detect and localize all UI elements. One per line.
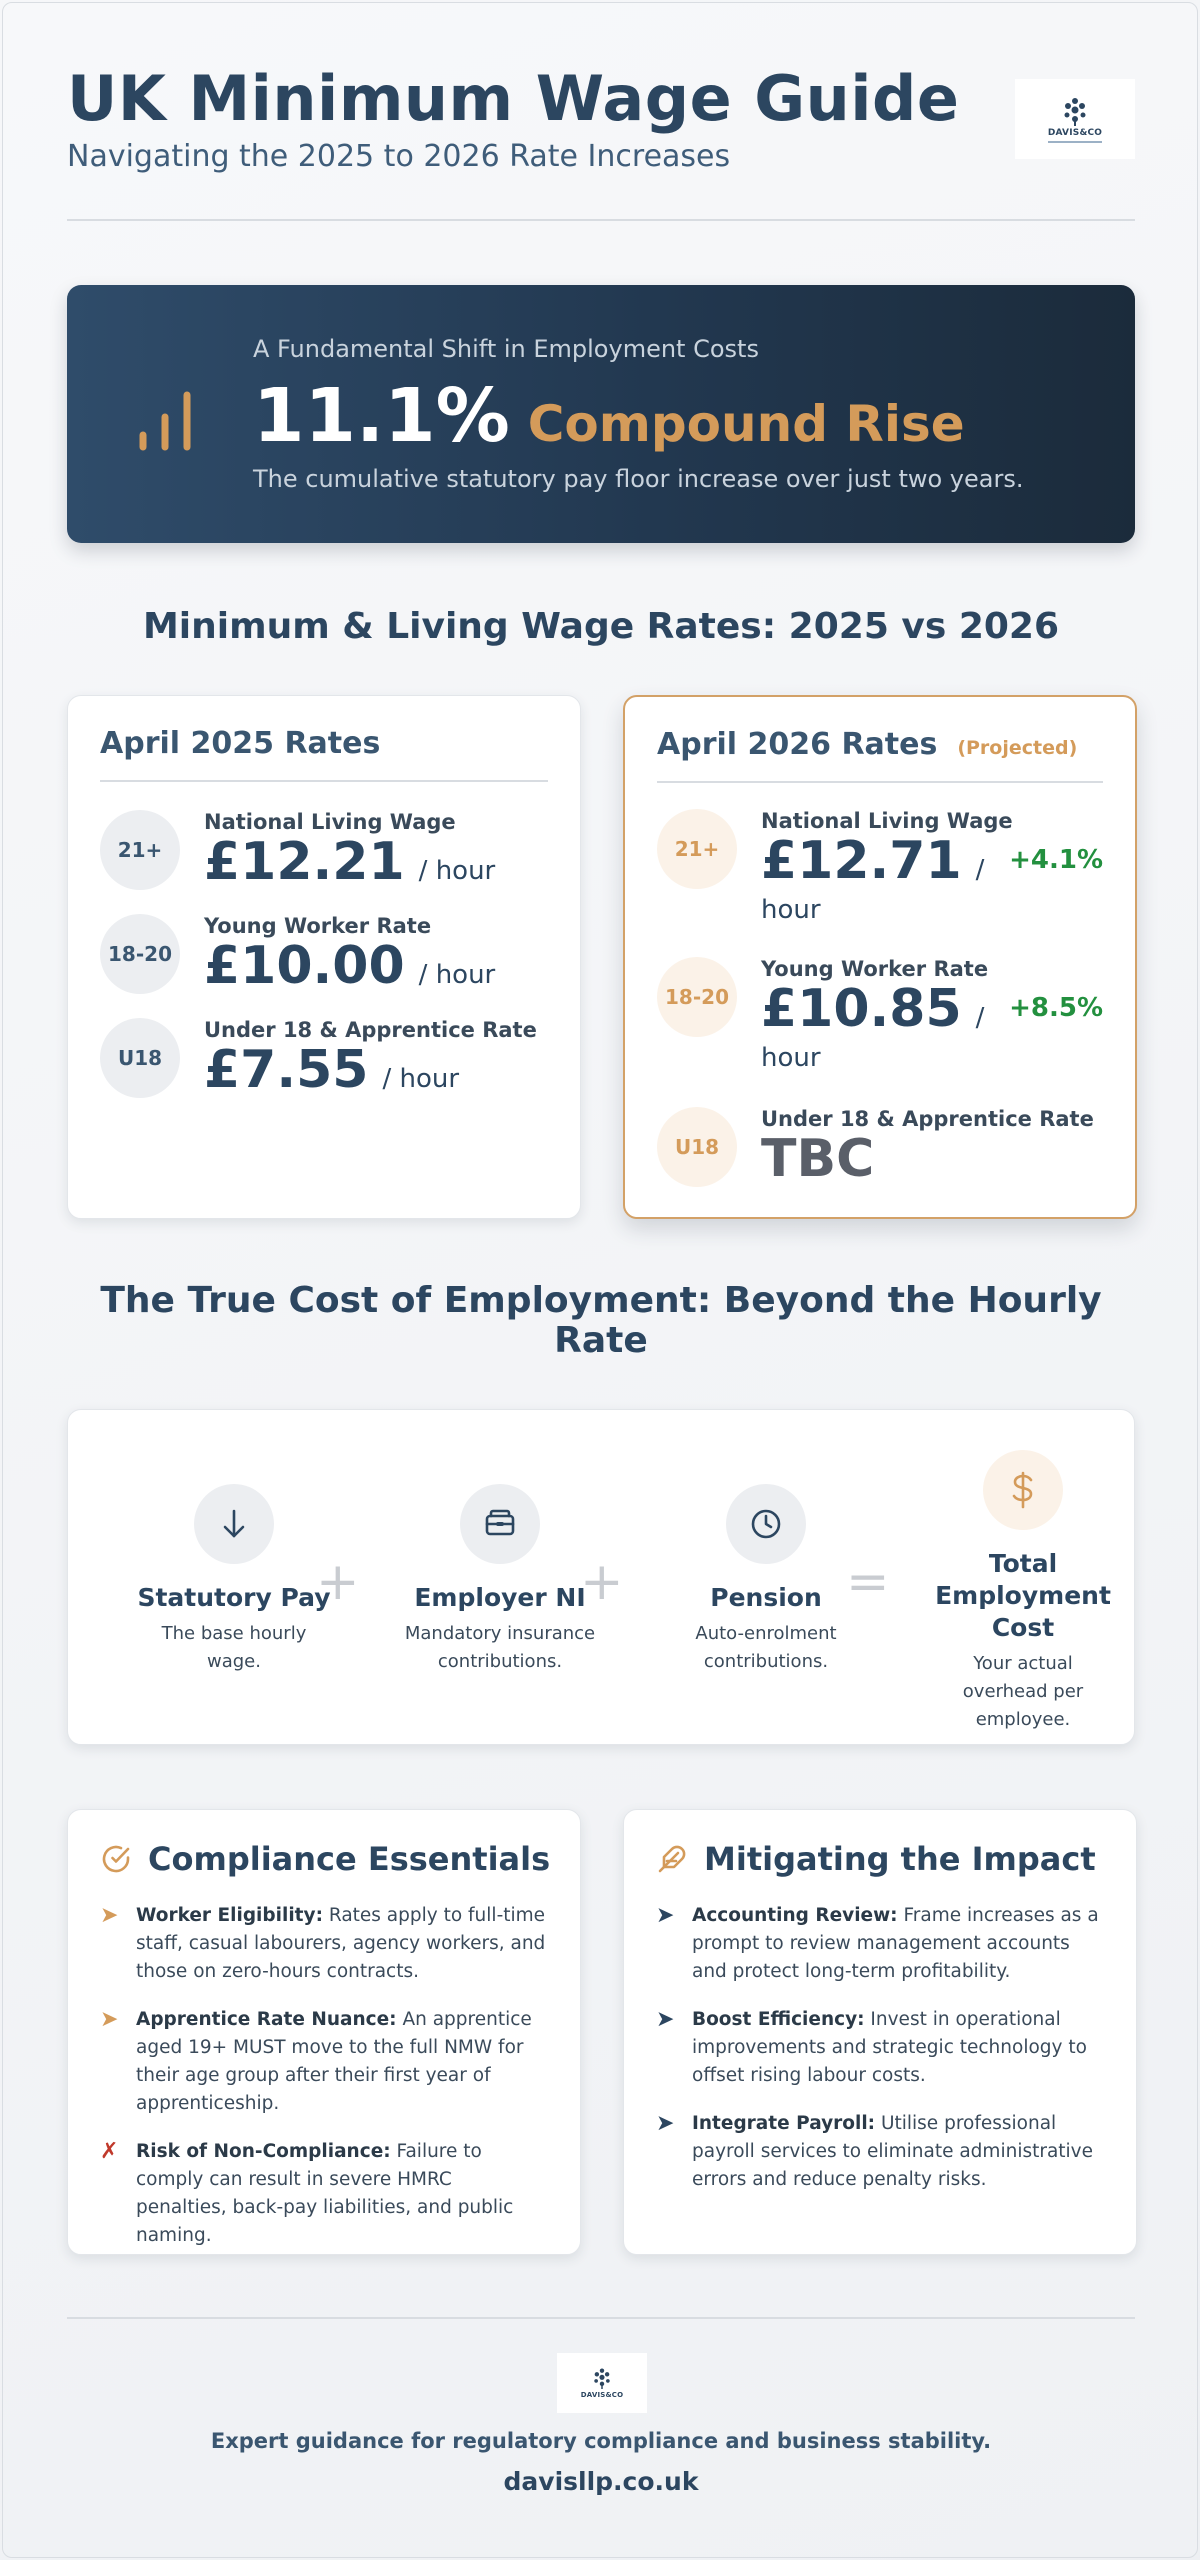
bullet-body: Failure to comply can result in severe HMRC penalties, back-pay liabilities, and public naming. <box>136 2141 514 2246</box>
list-item <box>100 2138 546 2250</box>
logo-emblem-icon <box>589 2367 615 2389</box>
arrow-bullet-icon: ➤ <box>656 2111 675 2136</box>
rate-value <box>761 831 984 900</box>
projected-tag: (Projected) <box>957 737 1078 759</box>
rate-amount: £7.55 <box>204 1040 369 1100</box>
check-circle-icon <box>100 1843 132 1875</box>
hero-percent: 11.1% <box>253 373 510 459</box>
cost-item-employer-ni <box>400 1484 600 1676</box>
bullet-body: Invest in operational improvements and strategic technology to offset rising labour costs. <box>692 2009 1087 2086</box>
arrow-bullet-icon: ➤ <box>656 1903 675 1928</box>
footer-tagline: Expert guidance for regulatory compliance and business stability. <box>210 2429 992 2453</box>
bullet-heading: Risk of Non-Compliance: <box>136 2141 391 2162</box>
header-divider <box>67 219 1135 221</box>
rate-unit: / hour <box>418 960 496 990</box>
card-divider <box>657 781 1103 783</box>
age-badge: 21+ <box>100 810 180 890</box>
cost-name: Statutory Pay <box>137 1583 331 1612</box>
age-badge: U18 <box>100 1018 180 1098</box>
rate-label: National Living Wage <box>761 809 1013 833</box>
rate-amount: £10.00 <box>204 936 405 996</box>
cost-section-title: The True Cost of Employment: Beyond the Hourly Rate <box>100 1280 1102 1361</box>
bullet-text <box>692 2110 1102 2194</box>
wallet-icon <box>460 1484 540 1564</box>
cost-name: Pension <box>710 1583 822 1612</box>
page-subtitle: Navigating the 2025 to 2026 Rate Increases <box>67 139 731 174</box>
compliance-card <box>67 1809 581 2255</box>
rate-change: +4.1% <box>1009 845 1103 875</box>
cost-breakdown-card <box>67 1409 1135 1745</box>
rate-label: National Living Wage <box>204 810 456 834</box>
cost-desc: The base hourly wage. <box>161 1623 307 1672</box>
rate-value <box>204 1040 459 1109</box>
age-badge: 18-20 <box>100 914 180 994</box>
hero-headline <box>253 371 965 461</box>
plus-operator: + <box>580 1552 624 1612</box>
rate-label: Under 18 & Apprentice Rate <box>204 1018 537 1042</box>
arrow-bullet-icon: ➤ <box>100 2007 119 2032</box>
age-badge: U18 <box>657 1107 737 1187</box>
feather-icon <box>656 1843 688 1875</box>
cross-icon: ✗ <box>100 2139 119 2164</box>
hero-eyebrow: A Fundamental Shift in Employment Costs <box>253 335 759 363</box>
logo-emblem-icon <box>1058 96 1092 126</box>
cost-name: Total Employment Cost <box>935 1549 1111 1642</box>
list-item <box>100 1902 546 1986</box>
logo-text: DAVIS&CO <box>580 2391 624 2399</box>
bullet-text <box>136 2138 546 2250</box>
bullet-text <box>136 2006 546 2118</box>
rate-label: Young Worker Rate <box>204 914 432 938</box>
hero-description: The cumulative statutory pay floor increase over just two years. <box>253 465 1024 493</box>
hero-banner <box>67 285 1135 543</box>
bullet-text <box>692 1902 1102 1986</box>
arrow-bullet-icon: ➤ <box>100 1903 119 1928</box>
rates-section-title: Minimum & Living Wage Rates: 2025 vs 2026 <box>142 606 1060 647</box>
rate-value <box>761 979 984 1048</box>
cost-item-pension <box>666 1484 866 1676</box>
footer-logo <box>557 2353 647 2413</box>
bullet-heading: Accounting Review: <box>692 1905 898 1926</box>
list-item <box>656 2006 1102 2090</box>
arrow-bullet-icon: ➤ <box>656 2007 675 2032</box>
rate-unit: / hour <box>382 1064 460 1094</box>
cost-desc: Auto-enrolment contributions. <box>695 1623 837 1672</box>
rate-change: +8.5% <box>1009 993 1103 1023</box>
header <box>67 63 1135 183</box>
card-header <box>100 1840 550 1878</box>
rate-label: Young Worker Rate <box>761 957 989 981</box>
rate-amount: £12.21 <box>204 832 405 892</box>
card-title <box>100 726 380 761</box>
mitigation-card <box>623 1809 1137 2255</box>
rate-unit: / <box>975 855 985 885</box>
rate-unit: / <box>975 1003 985 1033</box>
logo-text: DAVIS&CO <box>1047 127 1103 138</box>
bar-chart-icon <box>135 377 195 457</box>
card-title: Compliance Essentials <box>148 1840 551 1878</box>
clock-icon <box>726 1484 806 1564</box>
cost-desc: Mandatory insurance contributions. <box>404 1623 596 1672</box>
rate-value <box>204 832 495 901</box>
list-item <box>656 1902 1102 1986</box>
bullet-heading: Worker Eligibility: <box>136 1905 323 1926</box>
company-logo <box>1015 79 1135 159</box>
bullet-text <box>692 2006 1102 2090</box>
equals-operator: = <box>846 1552 890 1612</box>
rate-value-tbc: TBC <box>761 1129 875 1189</box>
hero-rise-label: Compound Rise <box>527 395 965 453</box>
footer-divider <box>67 2317 1135 2319</box>
bullet-body: Utilise professional payroll services to eliminate administrative errors and reduce penalty risks. <box>692 2113 1094 2190</box>
plus-operator: + <box>316 1552 360 1612</box>
rates-2025-card <box>67 695 581 1219</box>
arrow-down-icon <box>194 1484 274 1564</box>
rate-value <box>204 936 495 1005</box>
rates-2026-card <box>623 695 1137 1219</box>
logo-tagline-line <box>1048 141 1102 143</box>
card-title: Mitigating the Impact <box>704 1840 1096 1878</box>
card-title-text: April 2025 Rates <box>100 726 381 761</box>
page-title: UK Minimum Wage Guide <box>67 62 960 135</box>
age-badge: 18-20 <box>657 957 737 1037</box>
bullet-heading: Boost Efficiency: <box>692 2009 865 2030</box>
bullet-text <box>136 1902 546 1986</box>
cost-name: Employer NI <box>414 1583 586 1612</box>
cost-item-total <box>928 1450 1118 1734</box>
rate-unit: / hour <box>418 856 496 886</box>
rate-label: Under 18 & Apprentice Rate <box>761 1107 1094 1131</box>
footer-website-link[interactable]: davisllp.co.uk <box>503 2467 699 2496</box>
bullet-body: Frame increases as a prompt to review management accounts and protect long-term profitability. <box>692 1905 1099 1982</box>
list-item <box>100 2006 546 2118</box>
rate-unit-hour: hour <box>761 1043 821 1073</box>
rate-unit-hour: hour <box>761 895 821 925</box>
dollar-icon <box>983 1450 1063 1530</box>
age-badge: 21+ <box>657 809 737 889</box>
card-header <box>656 1840 1096 1878</box>
card-divider <box>100 780 548 782</box>
bullet-body: An apprentice aged 19+ MUST move to the full NMW for their age group after their first year of apprenticeship. <box>136 2009 532 2114</box>
rate-amount: £12.71 <box>761 831 962 891</box>
card-title <box>657 727 1077 762</box>
cost-desc: Your actual overhead per employee. <box>962 1653 1084 1730</box>
list-item <box>656 2110 1102 2194</box>
rate-amount: £10.85 <box>761 979 962 1039</box>
bullet-heading: Integrate Payroll: <box>692 2113 876 2134</box>
card-title-text: April 2026 Rates <box>657 727 938 762</box>
bullet-body: Rates apply to full-time staff, casual labourers, agency workers, and those on zero-hours contracts. <box>136 1905 546 1982</box>
bullet-heading: Apprentice Rate Nuance: <box>136 2009 397 2030</box>
cost-item-statutory-pay <box>134 1484 334 1676</box>
infographic-page <box>2 2 1198 2558</box>
